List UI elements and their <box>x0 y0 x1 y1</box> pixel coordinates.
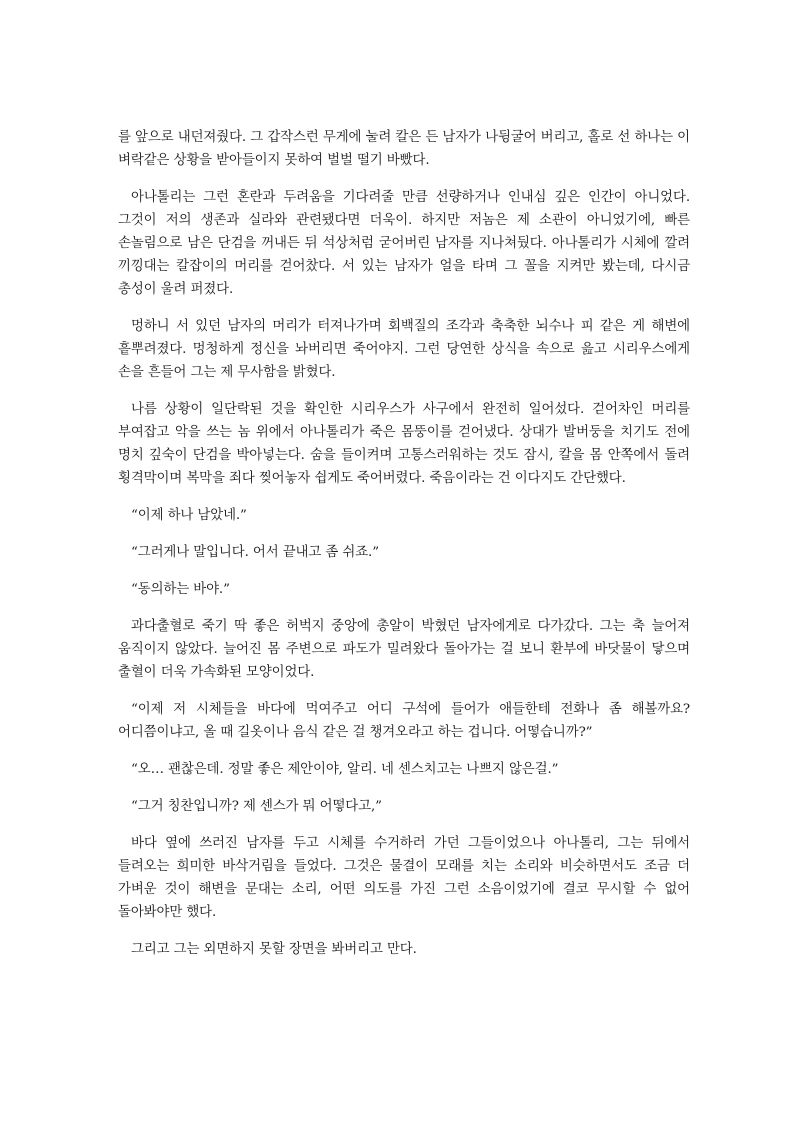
paragraph: 그리고 그는 외면하지 못할 장면을 봐버리고 만다. <box>131 942 417 957</box>
dialogue-line: “이제 저 시체들을 바다에 먹여주고 어디 구석에 들어가 애들한테 전화나 좀 해볼까요? 어디쯤이냐고, 올 때 길옷이나 음식 같은 걸 챙겨오라고 하는 겁니다. 어떻습니까?” <box>118 702 690 740</box>
paragraph: 바다 옆에 쓰러진 남자를 두고 시체를 수거하러 가던 그들이었으나 아나톨리, 그는 뒤에서 들려오는 희미한 바삭거림을 들었다. 그것은 물결이 모래를 치는 소리와 비슷하면서도 조금 더 가벼운 것이 해변을 문대는 소리, 어떤 의도를 가진 그런 소음이었기에 결코 무시할 수 없어 돌아봐야만 했다. <box>118 836 690 920</box>
paragraph: 아나톨리는 그런 혼란과 두려움을 기다려줄 만큼 선량하거나 인내심 깊은 인간이 아니었다. 그것이 저의 생존과 실라와 관련됐다면 더욱이. 하지만 저놈은 제 소관이 아니었기에, 빠른 손놀림으로 남은 단검을 꺼내든 뒤 석상처럼 굳어버린 남자를 지나쳐뒀다. 아나톨리가 시체에 깔려 끼낑대는 칼잡이의 머리를 걷어찼다. 서 있는 남자가 얼을 타며 그 꼴을 지켜만 봤는데, 다시금 총성이 울려 퍼졌다. <box>118 190 690 297</box>
dialogue-line: “그거 칭찬입니까? 제 센스가 뭐 어떻다고,” <box>131 799 382 814</box>
paragraph: 과다출혈로 죽기 딱 좋은 허벅지 중앙에 총알이 박혔던 남자에게로 다가갔다. 그는 축 늘어져 움직이지 않았다. 늘어진 몸 주변으로 파도가 밀려왔다 돌아가는 걸 보니 환부에 바닷물이 닿으며 출혈이 더욱 가속화된 모양이었다. <box>118 619 690 680</box>
paragraph: 를 앞으로 내던져줬다. 그 갑작스런 무게에 눌려 칼은 든 남자가 나뒹굴어 버리고, 홀로 선 하나는 이 벼락같은 상황을 받아들이지 못하여 벌벌 떨기 바빴다. <box>118 130 690 168</box>
dialogue-line: “이제 하나 남았네.” <box>131 508 247 523</box>
paragraph: 나름 상황이 일단락된 것을 확인한 시리우스가 사구에서 완전히 일어섰다. 걷어차인 머리를 부여잡고 악을 쓰는 놈 위에서 아나톨리가 죽은 몸뚱이를 걷어냈다. 상대가 발버둥을 치기도 전에 명치 깊숙이 단검을 박아넣는다. 숨을 들이켜며 고통스러워하는 것도 잠시, 칼을 몸 안쪽에서 돌려 횡격막이며 복막을 죄다 찢어놓자 쉽게도 죽어버렸다. 죽음이라는 건 이다지도 간단했다. <box>118 402 690 486</box>
body-text <box>118 126 690 975</box>
dialogue-line: “그러게나 말입니다. 어서 끝내고 좀 쉬죠.” <box>131 545 379 560</box>
dialogue-line: “동의하는 바야.” <box>131 582 230 597</box>
paragraph: 멍하니 서 있던 남자의 머리가 터져나가며 회백질의 조각과 축축한 뇌수나 피 같은 게 해변에 흩뿌려졌다. 멍청하게 정신을 놔버리면 죽어야지. 그런 당연한 상식을 속으로 읊고 시리우스에게 손을 흔들어 그는 제 무사함을 밝혔다. <box>118 319 690 380</box>
dialogue-line: “오… 괜찮은데. 정말 좋은 제안이야, 알리. 네 센스치고는 나쁘지 않은걸.” <box>131 762 559 777</box>
